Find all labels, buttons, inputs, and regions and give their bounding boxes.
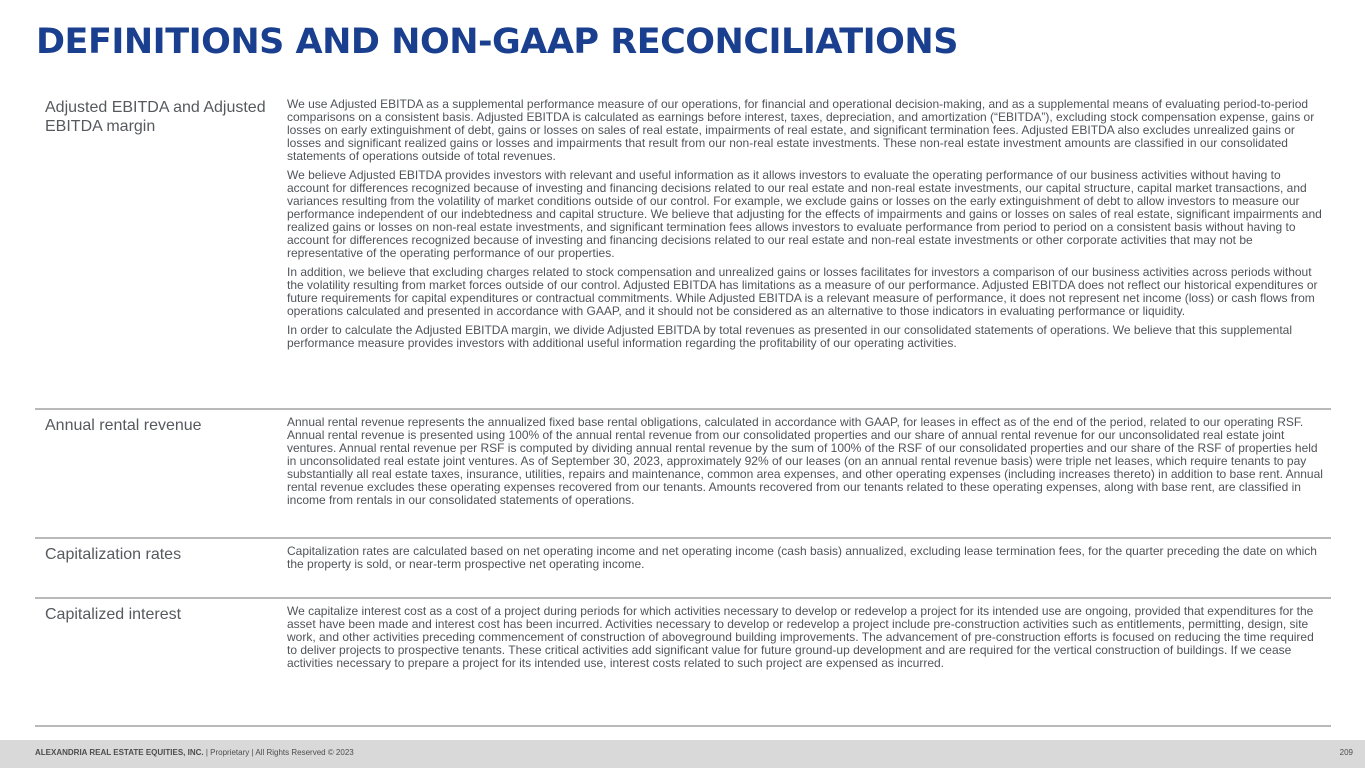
definition-adjusted-ebitda xyxy=(35,92,1331,410)
definition-paragraph: Capitalization rates are calculated based on net operating income and net operating income (cash basis) annualized, excluding lease termination fees, for the quarter preceding the date on which the property is sold, or near-term prospective net operating income. xyxy=(287,544,1317,571)
definition-paragraph: We believe Adjusted EBITDA provides investors with relevant and useful information as it allows investors to evaluate the operating performance of our business activities without having to account for differences recognized because of investing and financing decisions related to our real estate and non-real estate investments, our capital structure, capital market transactions, and variances resulting from the volatility of market conditions outside of our control. For example, we exclude gains or losses on the early extinguishment of debt to allow investors to measure our performance independent of our indebtedness and capital structure. We believe that adjusting for the effects of impairments and gains or losses on sales of real estate, significant impairments and realized gains or losses on non-real estate investments, and significant termination fees allows investors to evaluate performance from period to period on a consistent basis without having to account for differences recognized because of investing and financing decisions related to our real estate and non-real estate investments or other corporate activities that may not be representative of the operating performance of our properties. xyxy=(287,168,1322,260)
definition-paragraph: We capitalize interest cost as a cost of a project during periods for which activities necessary to develop or redevelop a project for its intended use are ongoing, provided that expenditures for the asset have been made and interest cost has been incurred. Activities necessary to develop or redevelop a project include pre-construction activities such as entitlements, permitting, design, site work, and other activities preceding commencement of construction of aboveground building improvements. The advancement of pre-construction efforts is focused on reducing the time required to deliver projects to prospective tenants. These critical activities add significant value for future ground-up development and are required for the vertical construction of buildings. If we cease activities necessary to prepare a project for its intended use, interest costs related to such project are expensed as incurred. xyxy=(287,604,1314,670)
page-number: 209 xyxy=(1339,748,1353,757)
footer-company: ALEXANDRIA REAL ESTATE EQUITIES, INC. xyxy=(35,748,204,757)
page-title: DEFINITIONS AND NON-GAAP RECONCILIATIONS xyxy=(36,22,958,62)
definition-body xyxy=(287,98,1331,408)
definition-term: Capitalized interest xyxy=(45,606,182,623)
definition-annual-rental-revenue xyxy=(35,410,1331,539)
definition-paragraph: Annual rental revenue represents the annualized fixed base rental obligations, calculated in accordance with GAAP, for leases in effect as of the end of the period, related to our operating RSF. Annual rental revenue is presented using 100% of the annual rental revenue from our consolidated properties and our share of annual rental revenue for our unconsolidated real estate joint ventures. Annual rental revenue per RSF is computed by dividing annual rental revenue by the sum of 100% of the RSF of our consolidated properties and our share of the RSF of properties held in unconsolidated real estate joint ventures. As of September 30, 2023, approximately 92% of our leases (on an annual rental revenue basis) were triple net leases, which require tenants to pay substantially all real estate taxes, insurance, utilities, repairs and maintenance, common area expenses, and other operating expenses (including increases thereto) in addition to base rent. Annual rental revenue excludes these operating expenses recovered from our tenants. Amounts recovered from our tenants related to these operating expenses, along with base rent, are classified in income from rentals in our consolidated statements of operations. xyxy=(287,415,1323,507)
footer-text xyxy=(35,748,354,757)
definition-body xyxy=(287,605,1331,725)
definition-paragraph: In order to calculate the Adjusted EBITDA margin, we divide Adjusted EBITDA by total revenues as presented in our consolidated statements of operations. We believe that this supplemental performance measure provides investors with additional useful information regarding the profitability of our operating activities. xyxy=(287,323,1293,350)
definition-paragraph: We use Adjusted EBITDA as a supplemental performance measure of our operations, for financial and operational decision-making, and as a supplemental means of evaluating period-to-period comparisons on a consistent basis. Adjusted EBITDA is calculated as earnings before interest, taxes, depreciation, and amortization (“EBITDA”), excluding stock compensation expense, gains or losses on early extinguishment of debt, gains or losses on sales of real estate, impairments of real estate, and significant termination fees. Adjusted EBITDA also excludes unrealized gains or losses and significant realized gains or losses and impairments that result from our non-real estate investments. These non-real estate investment amounts are classified in our consolidated statements of operations outside of total revenues. xyxy=(287,97,1315,163)
definition-body xyxy=(287,545,1331,597)
definition-capitalization-rates xyxy=(35,539,1331,599)
definition-term: Adjusted EBITDA and Adjusted EBITDA margin xyxy=(45,99,266,135)
definitions-list xyxy=(35,92,1331,727)
definition-paragraph: In addition, we believe that excluding charges related to stock compensation and unrealized gains or losses facilitates for investors a comparison of our business activities across periods without the volatility resulting from market forces outside of our control. Adjusted EBITDA has limitations as a measure of our performance. Adjusted EBITDA does not reflect our historical expenditures or future requirements for capital expenditures or contractual commitments. While Adjusted EBITDA is a relevant measure of performance, it does not represent net income (loss) or cash flows from operations calculated and presented in accordance with GAAP, and it should not be considered as an alternative to those indicators in evaluating performance or liquidity. xyxy=(287,265,1318,318)
definition-term: Annual rental revenue xyxy=(45,417,202,434)
definition-term: Capitalization rates xyxy=(45,546,182,563)
footer-notice: | Proprietary | All Rights Reserved © 2023 xyxy=(203,748,354,757)
footer-bar xyxy=(0,740,1365,768)
definition-capitalized-interest xyxy=(35,599,1331,727)
definition-body xyxy=(287,416,1331,537)
